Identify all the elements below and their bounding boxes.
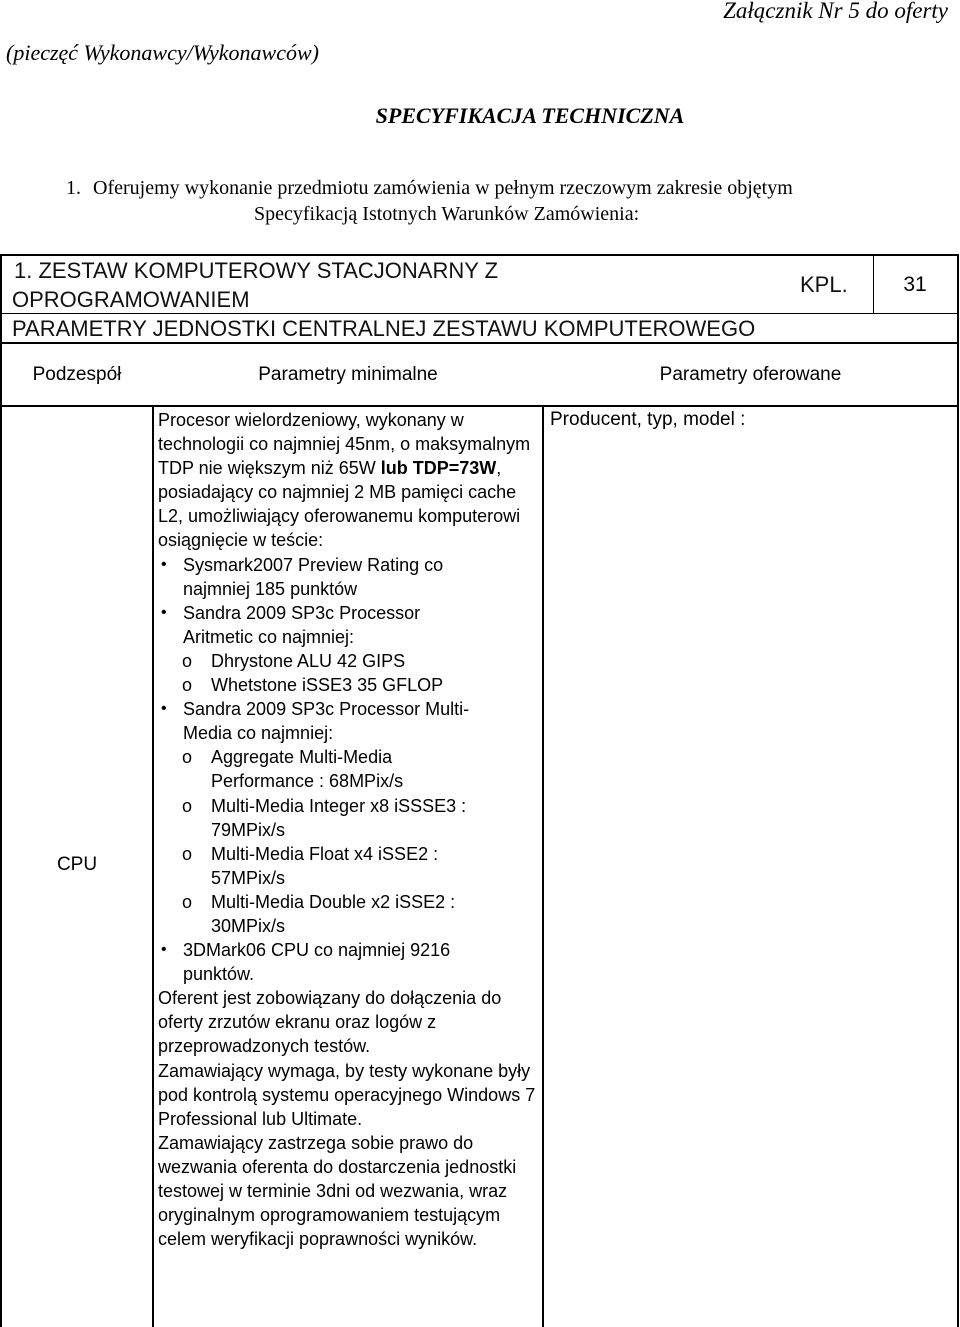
offer-number: 1. bbox=[66, 177, 81, 199]
offered-parameters-field[interactable]: Producent, typ, model : bbox=[550, 409, 746, 430]
offer-line-2: Specyfikacją Istotnych Warunków Zamówienia: bbox=[254, 203, 640, 225]
set-title-line-2: OPROGRAMOWANIEM bbox=[12, 287, 250, 312]
list-item: • 3DMark06 CPU co najmniej 9216 punktów. bbox=[158, 938, 543, 986]
column-header-component: Podzespół bbox=[32, 364, 122, 385]
set-subtitle: PARAMETRY JEDNOSTKI CENTRALNEJ ZESTAWU KOMPUTEROWEGO bbox=[12, 316, 756, 341]
sub-list-item: o Aggregate Multi-Media Performance : 68MPix/s bbox=[158, 745, 543, 793]
offer-statement bbox=[66, 175, 936, 227]
component-cell-cpu: CPU bbox=[56, 854, 98, 875]
params-intro: Procesor wielordzeniowy, wykonany w technologii co najmniej 45nm, o maksymalnym TDP nie większym niż 65W lub TDP=73W, posiadający co najmniej 2 MB pamięci cache L2, umożliwiający oferowanemu komputerowi osiągnięcie w teście: bbox=[158, 410, 531, 551]
sub-list-item: o Multi-Media Integer x8 iSSSE3 : 79MPix/s bbox=[158, 794, 543, 842]
quantity-value: 31 bbox=[903, 273, 927, 296]
sub-list-item: o Multi-Media Double x2 iSSE2 : 30MPix/s bbox=[158, 890, 543, 938]
set-title-line-1: 1. ZESTAW KOMPUTEROWY STACJONARNY Z bbox=[14, 258, 499, 283]
list-item: • Sandra 2009 SP3c Processor Aritmetic co najmniej: bbox=[158, 601, 543, 649]
list-item: • Sandra 2009 SP3c Processor Multi- Media co najmniej: bbox=[158, 697, 543, 745]
unit-label: KPL. bbox=[800, 272, 848, 297]
screenshot-requirement: Oferent jest zobowiązany do dołączenia do oferty zrzutów ekranu oraz logów z przeprowadzonych testów. bbox=[158, 988, 502, 1057]
document-title bbox=[0, 103, 960, 129]
minimum-parameters-cell bbox=[158, 408, 543, 1251]
table-border-right bbox=[957, 254, 959, 1327]
header-bottom-line bbox=[0, 405, 959, 407]
stamp-placeholder: (pieczęć Wykonawcy/Wykonawców) bbox=[6, 40, 319, 65]
offer-text-1: Oferujemy wykonanie przedmiotu zamówienia w pełnym rzeczowym zakresie objętym bbox=[93, 177, 793, 199]
os-requirement: Zamawiający wymaga, by testy wykonane były pod kontrolą systemu operacyjnego Windows 7 Professional lub Ultimate. bbox=[158, 1060, 536, 1129]
sub-list-item: o Dhrystone ALU 42 GIPS bbox=[158, 649, 543, 673]
sub-list-item: o Whetstone iSSE3 35 GFLOP bbox=[158, 673, 543, 697]
offer-line-1 bbox=[66, 175, 936, 201]
sub-list-item: o Multi-Media Float x4 iSSE2 : 57MPix/s bbox=[158, 842, 543, 890]
document-title-text: SPECYFIKACJA TECHNICZNA bbox=[375, 103, 685, 128]
table-border-left bbox=[0, 254, 2, 1327]
column-divider-1 bbox=[152, 405, 154, 1327]
test-unit-requirement: Zamawiający zastrzega sobie prawo do wezwania oferenta do dostarczenia jednostki testowej w terminie 3dni od wezwania, wraz oryginalnym oprogramowaniem testującym celem weryfikacji poprawności wyników. bbox=[158, 1132, 517, 1250]
list-item: • Sysmark2007 Preview Rating co najmniej 185 punktów bbox=[158, 553, 543, 601]
annex-label: Załącznik Nr 5 do oferty bbox=[723, 0, 948, 23]
tdp-alternative: lub TDP=73W bbox=[380, 458, 497, 479]
set-title bbox=[14, 256, 834, 314]
column-header-offered: Parametry oferowane bbox=[659, 364, 842, 385]
column-header-minimum: Parametry minimalne bbox=[258, 364, 438, 385]
